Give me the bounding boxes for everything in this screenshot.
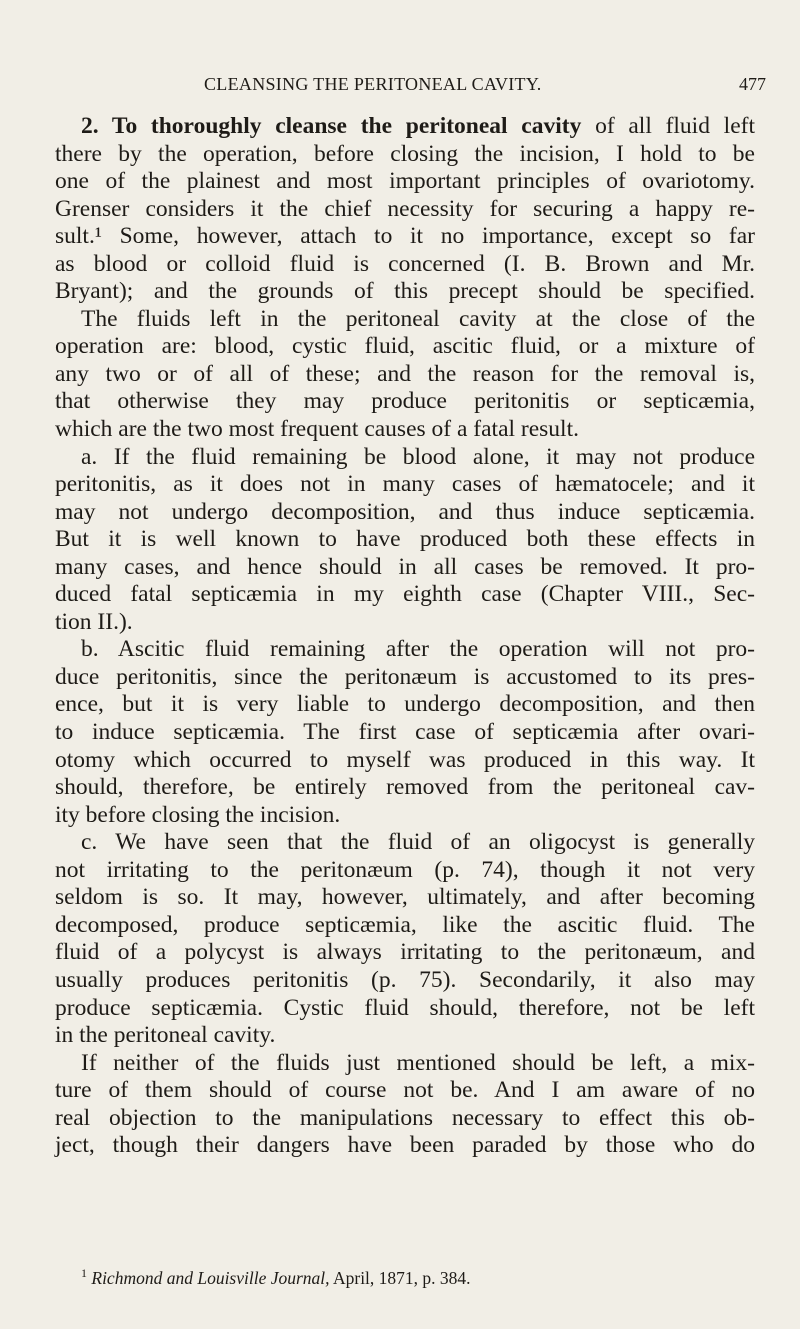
footnote-citation: April, 1871, p. 384. [329,1268,471,1288]
text-line: real objection to the manipulations necessary to effect this ob- [55,1104,755,1131]
text-line: any two or of all of these; and the reason for the removal is, [55,360,755,387]
text-line: not irritating to the peritonæum (p. 74), though it not very [55,856,755,883]
text-line: that otherwise they may produce peritonitis or septicæmia, [55,388,755,415]
text-line: operation are: blood, cystic fluid, ascitic fluid, or a mixture of [55,333,755,360]
text-line: tion II.). [55,608,133,635]
text-line: c. We have seen that the fluid of an oligocyst is generally [81,829,755,856]
text-line: peritonitis, as it does not in many cases of hæmatocele; and it [55,471,755,498]
text-line: fluid of a polycyst is always irritating to the peritonæum, and [55,939,755,966]
body-text [55,113,755,1160]
text-line: there by the operation, before closing the incision, I hold to be [55,140,755,167]
text-line: many cases, and hence should in all cases be removed. It pro- [55,553,755,580]
text-line: Grenser considers it the chief necessity for securing a happy re- [55,195,755,222]
text-line: which are the two most frequent causes of a fatal result. [55,416,579,443]
text-line: usually produces peritonitis (p. 75). Secondarily, it also may [55,966,755,993]
text-line: But it is well known to have produced both these effects in [55,526,755,553]
text-line: sult.¹ Some, however, attach to it no importance, except so far [55,223,755,250]
text-line: b. Ascitic fluid remaining after the operation will not pro- [81,636,755,663]
text-line: decomposed, produce septicæmia, like the ascitic fluid. The [55,911,755,938]
text-line: otomy which occurred to myself was produced in this way. It [55,746,755,773]
text-line: ity before closing the incision. [55,801,341,828]
text-line: ture of them should of course not be. And I am aware of no [55,1077,755,1104]
text-line: may not undergo decomposition, and thus induce septicæmia. [55,498,755,525]
text-line: a. If the fluid remaining be blood alone, it may not produce [81,443,755,470]
text-line: ence, but it is very liable to undergo decomposition, and then [55,691,755,718]
text-line: 2. To thoroughly cleanse the peritoneal cavity of all fluid left [81,113,755,139]
footnote-marker: 1 [81,1266,87,1281]
text-line: If neither of the fluids just mentioned should be left, a mix- [81,1049,755,1076]
page-number: 477 [739,74,766,94]
footnote [81,1268,761,1289]
running-head: CLEANSING THE PERITONEAL CAVITY. [204,74,542,94]
page-header [0,74,800,102]
text-line: one of the plainest and most important principles of ovariotomy. [55,168,755,195]
footnote-journal: Richmond and Louisville Journal, [91,1268,330,1288]
text-line: Bryant); and the grounds of this precept should be specified. [55,278,755,305]
text-line: duce peritonitis, since the peritonæum is accustomed to its pres- [55,663,755,690]
text-line: should, therefore, be entirely removed from the peritoneal cav- [55,774,755,801]
text-line: produce septicæmia. Cystic fluid should, therefore, not be left [55,994,755,1021]
text-line: to induce septicæmia. The first case of septicæmia after ovari- [55,719,755,746]
text-line: seldom is so. It may, however, ultimately, and after becoming [55,884,755,911]
text-line: duced fatal septicæmia in my eighth case (Chapter VIII., Sec- [55,581,755,608]
bold-lead-phrase: 2. To thoroughly cleanse the peritoneal cavity [81,113,582,139]
text-line: The fluids left in the peritoneal cavity at the close of the [81,305,755,332]
text-line: in the peritoneal cavity. [55,1022,276,1049]
text-line: as blood or colloid fluid is concerned (I. B. Brown and Mr. [55,250,755,277]
text-line: ject, though their dangers have been paraded by those who do [55,1132,755,1159]
